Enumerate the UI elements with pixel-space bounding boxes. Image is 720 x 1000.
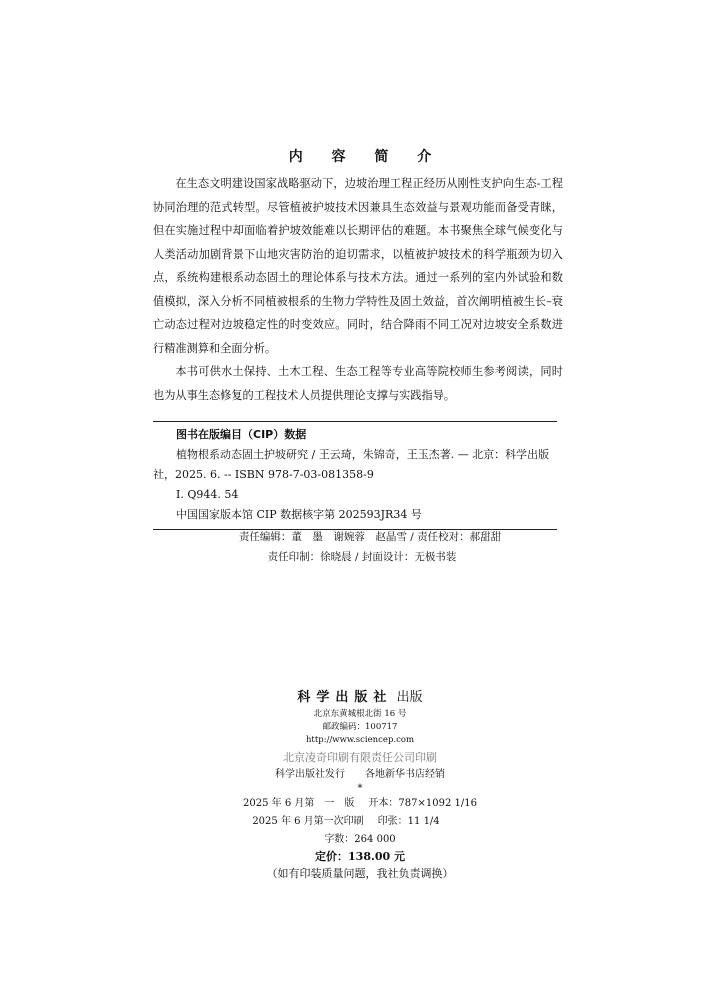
publisher-address: 北京东黄城根北街 16 号 [313, 709, 407, 719]
printing-row [0, 813, 720, 831]
edition-row [0, 795, 720, 813]
cip-classification: Ⅰ. Q944. 54 [176, 488, 239, 501]
publisher-postcode: 邮政编码：100717 [322, 722, 398, 732]
printer-line: 北京凌奇印刷有限责任公司印刷 [283, 751, 437, 764]
printing-date: 2025 年 6 月第一次印刷 [252, 816, 364, 827]
cip-record-number: 中国国家版本馆 CIP 数据核字第 202593JR34 号 [176, 508, 422, 521]
summary-title: 内 容 简 介 [288, 149, 444, 165]
publisher-url: http://www.sciencep.com [305, 735, 415, 745]
editor-credits: 责任编辑：董 墨 谢婉蓉 赵晶雪 / 责任校对：郝甜甜 [238, 531, 502, 543]
book-format: 开本：787×1092 1/16 [368, 798, 477, 809]
colophon [0, 688, 720, 883]
printed-sheets: 印张：11 1/4 [377, 816, 440, 827]
cip-heading: 图书在版编目（CIP）数据 [176, 428, 307, 441]
separator-star: * [357, 783, 363, 794]
print-credits: 责任印制：徐晓晨 / 封面设计：无极书装 [267, 551, 457, 563]
edition-date: 2025 年 6 月第 一 版 [243, 798, 355, 809]
publisher-logo: 科学出版社 [297, 690, 393, 705]
summary-paragraph-2: 本书可供水土保持、土木工程、生态工程等专业高等院校师生参考阅读，同时也为从事生态修复的工程技术人员提供理论支撑与实践指导。 [153, 365, 563, 402]
cip-data-block [153, 421, 557, 530]
quality-notice: （如有印装质量问题，我社负责调换） [266, 867, 454, 880]
summary-paragraph-1: 在生态文明建设国家战略驱动下，边坡治理工程正经历从刚性支护向生态-工程协同治理的范式转型。尽管植被护坡技术因兼具生态效益与景观功能而备受青睐，但在实施过程中却面临着护坡效能难以长期评估的难题。本书聚焦全球气候变化与人类活动加剧背景下山地灾害防治的迫切需求，以植被护坡技术的科学瓶颈为切入点，系统构建根系动态固土的理论体系与技术方法。通过一系列的室内外试验和数值模拟，深入分析不同植被根系的生物力学特性及固土效益，首次阐明植被生长–衰亡动态过程对边坡稳定性的时变效应。同时，结合降雨不同工况对边坡安全系数进行精准测算和全面分析。 [153, 177, 563, 355]
price: 定价：138.00 元 [315, 850, 405, 863]
distribution-line: 科学出版社发行 各地新华书店经销 [275, 769, 445, 780]
cip-body: 植物根系动态固土护坡研究 / 王云琦，朱锦奇，王玉杰著. — 北京：科学出版社，2025. 6. -- ISBN 978-7-03-081358-9 [153, 448, 550, 481]
word-count: 字数：264 000 [324, 834, 396, 845]
publisher-suffix: 出版 [396, 690, 423, 705]
summary-text [153, 172, 563, 407]
publisher-line [0, 688, 720, 708]
